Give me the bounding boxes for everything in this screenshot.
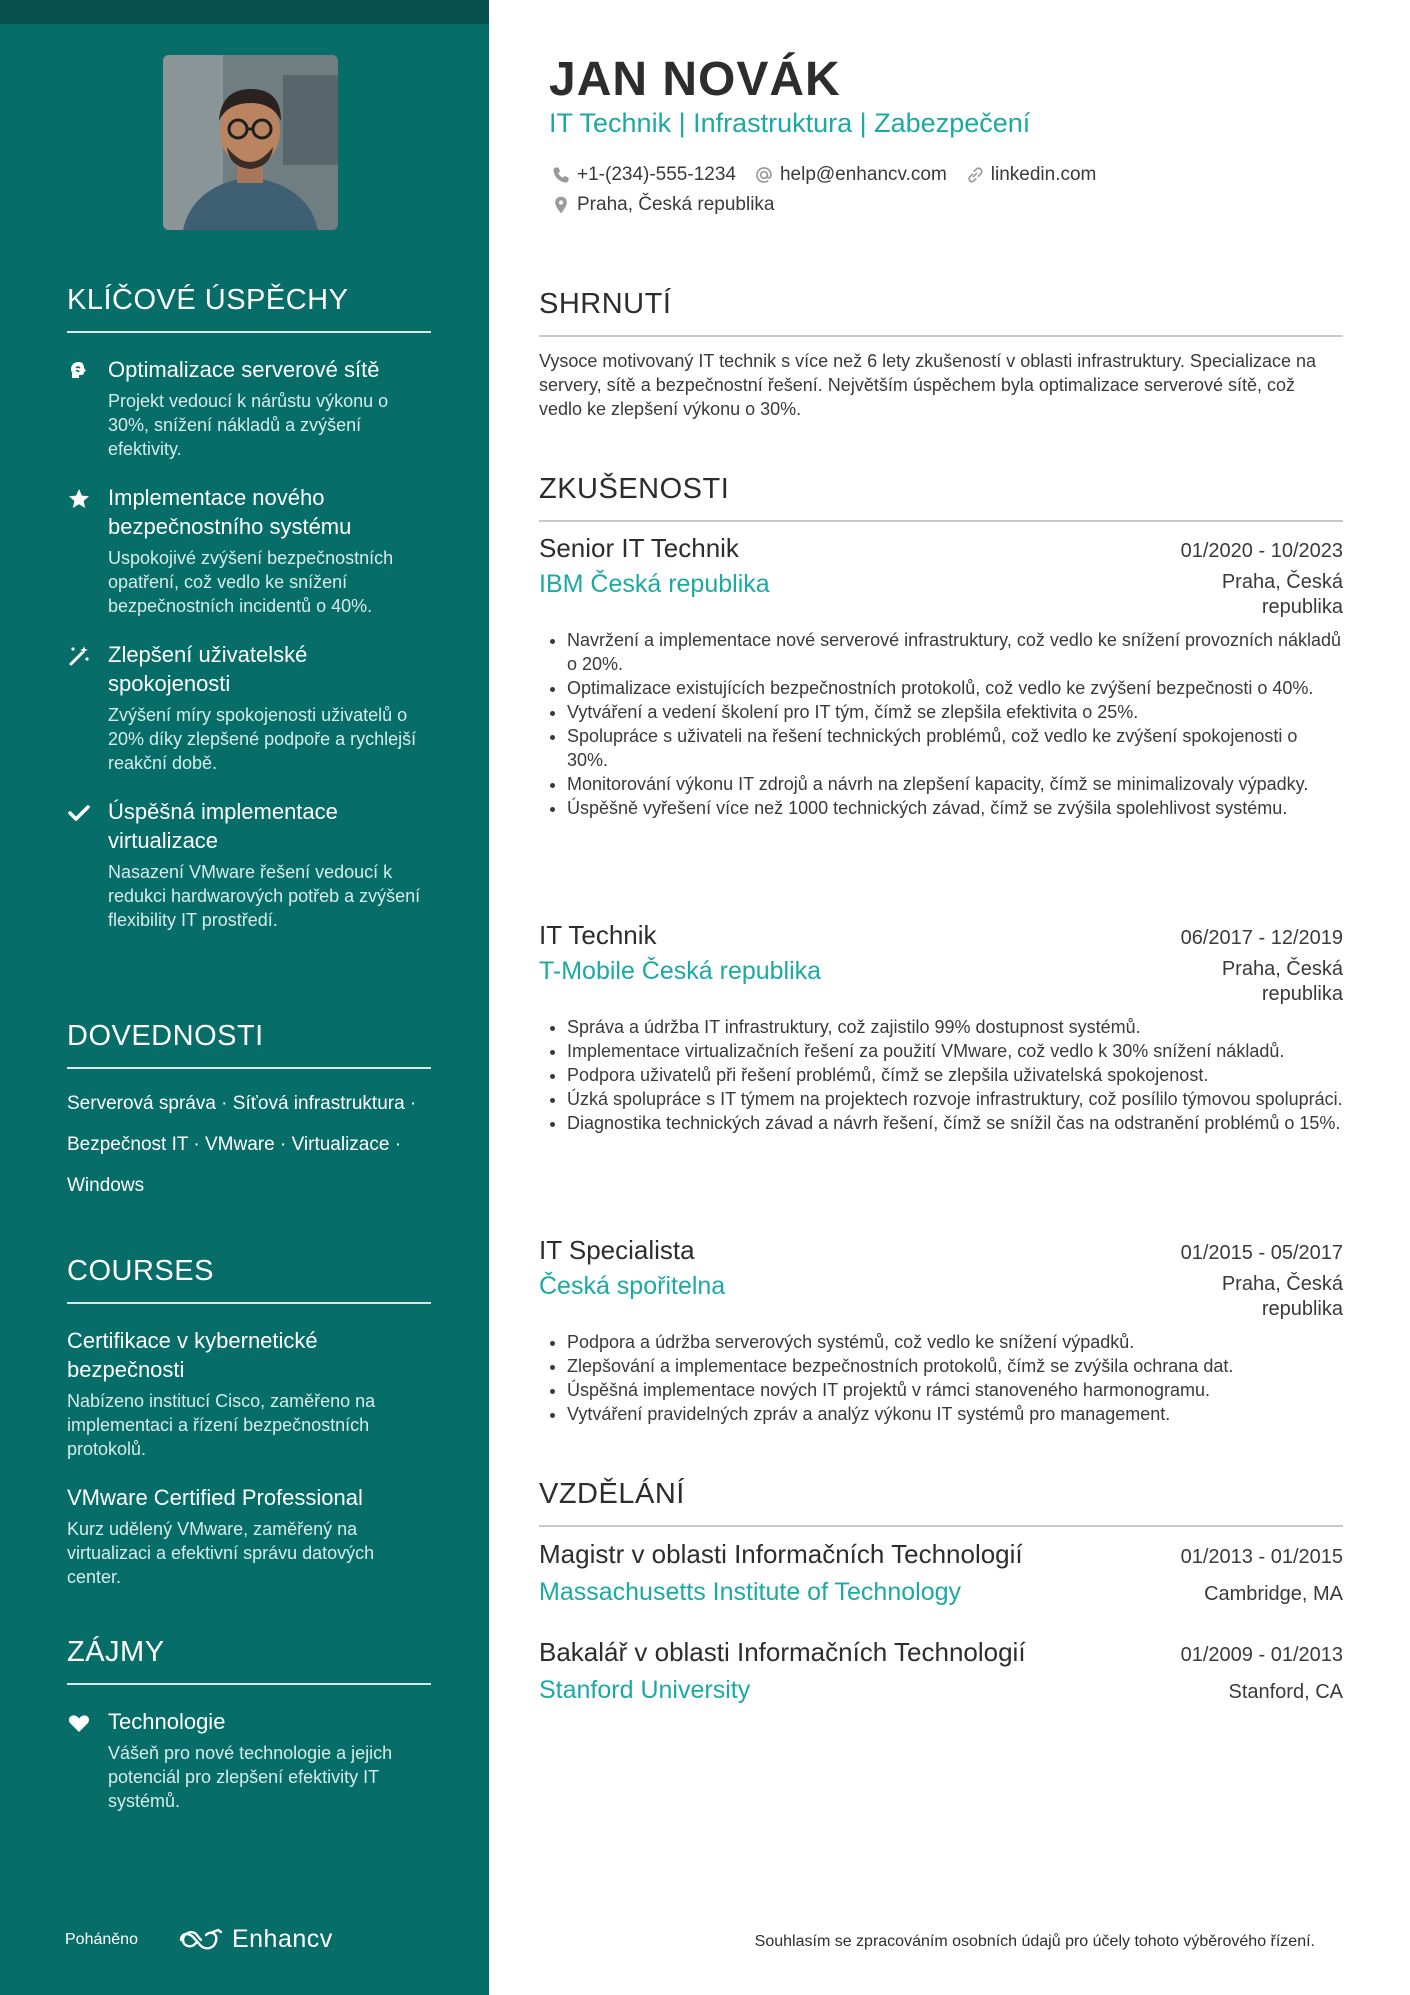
phone-text: +1-(234)-555-1234 — [577, 164, 736, 185]
sidebar — [0, 0, 489, 1995]
education-location: Cambridge, MA — [1204, 1583, 1343, 1605]
achievement-title: Implementace nového bezpečnostního systému — [108, 485, 352, 539]
candidate-headline: IT Technik | Infrastruktura | Zabezpečení — [549, 108, 1031, 138]
achievement-item — [67, 797, 431, 932]
job-bullet: • Podpora uživatelů při řešení problémů, čímž se zlepšila uživatelská spokojenost. — [567, 1063, 1343, 1087]
job-entry — [539, 1235, 1343, 1426]
skill-item: Bezpečnost IT — [67, 1134, 189, 1155]
education-school: Stanford University — [539, 1676, 751, 1704]
skills-list: Serverová správa · Síťová infrastruktura · Bezpečnost IT · VMware · Virtualizace · Windows — [67, 1093, 417, 1196]
achievements-section — [67, 284, 431, 932]
job-title: IT Specialista — [539, 1235, 695, 1265]
job-dates: 01/2015 - 05/2017 — [1180, 1242, 1343, 1264]
job-bullet: • Spolupráce s uživateli na řešení technických problémů, což vedlo ke zvýšení spokojenosti o 30%. — [567, 724, 1343, 772]
achievements-heading: KLÍČOVÉ ÚSPĚCHY — [67, 284, 431, 333]
enhancv-logo[interactable] — [178, 1925, 333, 1954]
education-degree: Magistr v oblasti Informačních Technologií — [539, 1539, 1023, 1569]
interests-section — [67, 1636, 431, 1813]
candidate-name: JAN NOVÁK — [549, 53, 841, 106]
location-pin-icon — [551, 195, 571, 215]
skill-item: VMware — [205, 1134, 275, 1155]
experience-heading: ZKUŠENOSTI — [539, 473, 1343, 522]
interests-heading: ZÁJMY — [67, 1636, 431, 1685]
achievement-title: Zlepšení uživatelské spokojenosti — [108, 642, 308, 696]
job-bullet: • Optimalizace existujících bezpečnostních protokolů, což vedlo ke zvýšení bezpečnosti o 40%. — [567, 676, 1343, 700]
interest-title: Technologie — [108, 1709, 226, 1734]
course-item — [67, 1483, 431, 1589]
contact-location — [551, 194, 775, 216]
achievement-item — [67, 355, 431, 461]
star-icon — [67, 487, 91, 511]
job-title: Senior IT Technik — [539, 533, 739, 563]
job-bullets — [539, 628, 1343, 820]
education-heading: VZDĚLÁNÍ — [539, 1478, 1343, 1527]
sidebar-top-bar — [0, 0, 489, 24]
summary-text: Vysoce motivovaný IT technik s více než 6 lety zkušeností v oblasti infrastruktury. Specializace na servery, sítě a bezpečnostní řešení. Největším úspěchem byla optimalizace serverové sítě, což vedlo ke zlepšení výkonu o 30%. — [539, 351, 1317, 419]
education-entry — [539, 1539, 1343, 1607]
linkedin-text: linkedin.com — [990, 164, 1097, 185]
job-dates: 01/2020 - 10/2023 — [1180, 540, 1343, 562]
job-location: Praha, Česká republika — [1221, 958, 1343, 1005]
education-school: Massachusetts Institute of Technology — [539, 1578, 961, 1606]
job-company: IBM Česká republika — [539, 570, 770, 598]
magic-wand-icon — [67, 644, 91, 668]
achievement-description: Zvýšení míry spokojenosti uživatelů o 20% díky zlepšené podpoře a rychlejší reakční době. — [108, 705, 417, 773]
courses-section — [67, 1255, 431, 1589]
job-entry — [539, 920, 1343, 1135]
job-bullets — [539, 1015, 1343, 1135]
consent-note: Souhlasím se zpracováním osobních údajů pro účely tohoto výběrového řízení. — [754, 1933, 1315, 1950]
job-bullet: • Monitorování výkonu IT zdrojů a návrh na zlepšení kapacity, čímž se minimalizovaly výpadky. — [567, 772, 1343, 796]
job-dates: 06/2017 - 12/2019 — [1180, 927, 1343, 949]
phone-icon — [551, 165, 571, 185]
achievement-title: Úspěšná implementace virtualizace — [108, 799, 338, 853]
education-entry — [539, 1637, 1343, 1705]
course-item — [67, 1326, 431, 1461]
education-degree: Bakalář v oblasti Informačních Technologií — [539, 1637, 1026, 1667]
enhancv-brand-name: Enhancv — [231, 1925, 333, 1953]
email-text: help@enhancv.com — [779, 164, 947, 185]
job-entry — [539, 533, 1343, 820]
achievement-item — [67, 483, 431, 618]
at-icon — [754, 165, 774, 185]
course-description: Nabízeno institucí Cisco, zaměřeno na implementaci a řízení bezpečnostních protokolů. — [67, 1391, 376, 1459]
education-dates: 01/2009 - 01/2013 — [1180, 1644, 1343, 1666]
job-bullet: • Úzká spolupráce s IT týmem na projektech rozvoje infrastruktury, což posílilo týmovou spolupráci. — [567, 1087, 1343, 1111]
achievement-description: Nasazení VMware řešení vedoucí k redukci hardwarových potřeb a zvýšení flexibility IT prostředí. — [108, 862, 421, 930]
education-dates: 01/2013 - 01/2015 — [1180, 1546, 1343, 1568]
skills-section — [67, 1020, 431, 1206]
job-title: IT Technik — [539, 920, 657, 950]
job-bullet: • Zlepšování a implementace bezpečnostních protokolů, čímž se zvýšila ochrana dat. — [567, 1354, 1343, 1378]
job-bullet: • Implementace virtualizačních řešení za použití VMware, což vedlo k 30% snížení nákladů. — [567, 1039, 1343, 1063]
job-bullet: • Vytváření a vedení školení pro IT tým, čímž se zlepšila efektivita o 25%. — [567, 700, 1343, 724]
powered-by — [65, 1925, 333, 1954]
job-location: Praha, Česká republika — [1221, 1273, 1343, 1320]
skill-item: Síťová infrastruktura — [232, 1093, 405, 1114]
skills-heading: DOVEDNOSTI — [67, 1020, 431, 1069]
enhancv-logo-icon — [178, 1928, 224, 1952]
contact-info — [551, 160, 1114, 220]
job-bullet: • Úspěšná implementace nových IT projektů v rámci stanoveného harmonogramu. — [567, 1378, 1343, 1402]
education-location: Stanford, CA — [1228, 1681, 1343, 1703]
contact-linkedin[interactable] — [965, 164, 1097, 186]
job-location: Praha, Česká republika — [1221, 571, 1343, 618]
contact-email[interactable] — [754, 164, 947, 186]
job-company: T-Mobile Česká republika — [539, 957, 822, 985]
job-company: Česká spořitelna — [539, 1272, 726, 1300]
courses-heading: COURSES — [67, 1255, 431, 1304]
summary-heading: SHRNUTÍ — [539, 288, 1343, 337]
job-bullet: • Diagnostika technických závad a návrh řešení, čímž se snížil čas na odstranění problémů o 15%. — [567, 1111, 1343, 1135]
profile-photo — [163, 55, 338, 230]
contact-phone[interactable] — [551, 164, 736, 186]
achievement-item — [67, 640, 431, 775]
job-bullet: • Správa a údržba IT infrastruktury, což zajistilo 99% dostupnost systémů. — [567, 1015, 1343, 1039]
brain-icon — [67, 359, 91, 383]
link-icon — [965, 165, 985, 185]
job-bullet: • Navržení a implementace nové serverové infrastruktury, což vedlo ke snížení provozních nákladů o 20%. — [567, 628, 1343, 676]
course-description: Kurz udělený VMware, zaměřený na virtualizaci a efektivní správu datových center. — [67, 1519, 375, 1587]
achievement-title: Optimalizace serverové sítě — [108, 357, 380, 382]
job-bullet: • Úspěšně vyřešení více než 1000 technických závad, čímž se zvýšila spolehlivost systému. — [567, 796, 1343, 820]
achievement-description: Projekt vedoucí k nárůstu výkonu o 30%, snížení nákladů a zvýšení efektivity. — [108, 391, 389, 459]
course-title: Certifikace v kybernetické bezpečnosti — [67, 1328, 318, 1382]
job-bullet: • Podpora a údržba serverových systémů, což vedlo ke snížení výpadků. — [567, 1330, 1343, 1354]
job-bullet: • Vytváření pravidelných zpráv a analýz výkonu IT systémů pro management. — [567, 1402, 1343, 1426]
achievement-description: Uspokojivé zvýšení bezpečnostních opatření, což vedlo ke snížení bezpečnostních incidentů o 40%. — [108, 548, 394, 616]
skill-item: Virtualizace — [291, 1134, 390, 1155]
interest-item — [67, 1707, 431, 1813]
interest-description: Vášeň pro nové technologie a jejich potenciál pro zlepšení efektivity IT systémů. — [108, 1743, 393, 1811]
powered-label: Poháněno — [65, 1930, 138, 1948]
skill-item: Windows — [67, 1175, 145, 1196]
job-bullets — [539, 1330, 1343, 1426]
location-text: Praha, Česká republika — [577, 194, 775, 215]
profile-photo-illustration — [163, 55, 338, 230]
course-title: VMware Certified Professional — [67, 1485, 363, 1510]
heart-icon — [67, 1711, 91, 1735]
skill-item: Serverová správa — [67, 1093, 216, 1114]
checkmark-icon — [67, 801, 91, 825]
